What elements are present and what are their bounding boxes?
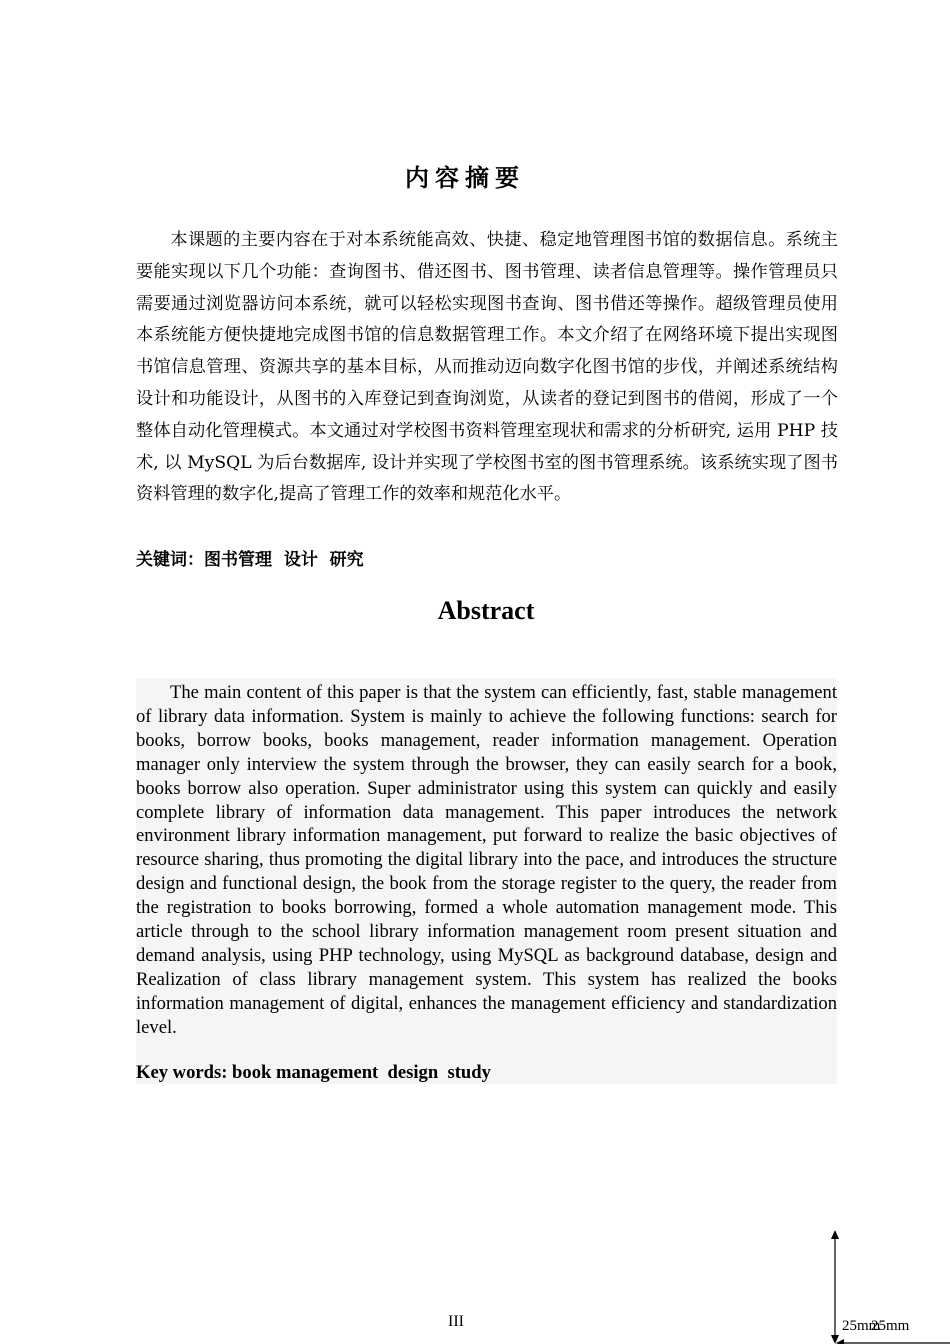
english-abstract-body: The main content of this paper is that the system can efficiently, fast, stable management of library data information. System is mainly to achieve the following functions: search for books, borrow books, books management, reader information management. Operation manager only interview the system through the browser, they can easily search for a book, books borrow also operation. Super administrator using this system can quickly and easily complete library of information data management. This paper introduces the network environment library information management, put forward to realize the basic objectives of resource sharing, thus promoting the digital library into the pace, and introduces the structure design and functional design, the book from the storage register to the query, the reader from the registration to books borrowing, formed a whole automation management mode. This article through to the school library information management room present situation and demand analysis, using PHP technology, using MySQL as background database, design and Realization of class library management system. This system has realized the books information management of digital, enhances the management efficiency and standardization level. (136, 682, 837, 1038)
english-keywords: Key words: book management design study (136, 1062, 491, 1083)
margin-marker-label: 25mm (842, 1318, 881, 1334)
margin-marker-label-overlap: 25mm (871, 1318, 910, 1334)
chinese-abstract-title: 内容摘要 (405, 164, 525, 192)
english-abstract-section (136, 678, 837, 1084)
english-abstract-title: Abstract (437, 596, 535, 625)
page-number: III (448, 1313, 464, 1330)
chinese-keywords: 关键词：图书管理 设计 研究 (136, 550, 364, 570)
arrow-left-icon (836, 1339, 844, 1344)
chinese-abstract-body: 本课题的主要内容在于对本系统能高效、快捷、稳定地管理图书馆的数据信息。系统主要能实现以下几个功能：查询图书、借还图书、图书管理、读者信息管理等。操作管理员只需要通过浏览器访问本系统，就可以轻松实现图书查询、图书借还等操作。超级管理员使用本系统能方便快捷地完成图书馆的信息数据管理工作。本文介绍了在网络环境下提出实现图书馆信息管理、资源共享的基本目标，从而推动迈向数字化图书馆的步伐，并阐述系统结构设计和功能设计，从图书的入库登记到查询浏览，从读者的登记到图书的借阅，形成了一个整体自动化管理模式。本文通过对学校图书资料管理室现状和需求的分析研究, 运用 PHP 技术, 以 MySQL 为后台数据库, 设计并实现了学校图书室的图书管理系统。该系统实现了图书资料管理的数字化,提高了管理工作的效率和规范化水平。 (136, 230, 838, 505)
arrow-up-icon (831, 1230, 839, 1239)
